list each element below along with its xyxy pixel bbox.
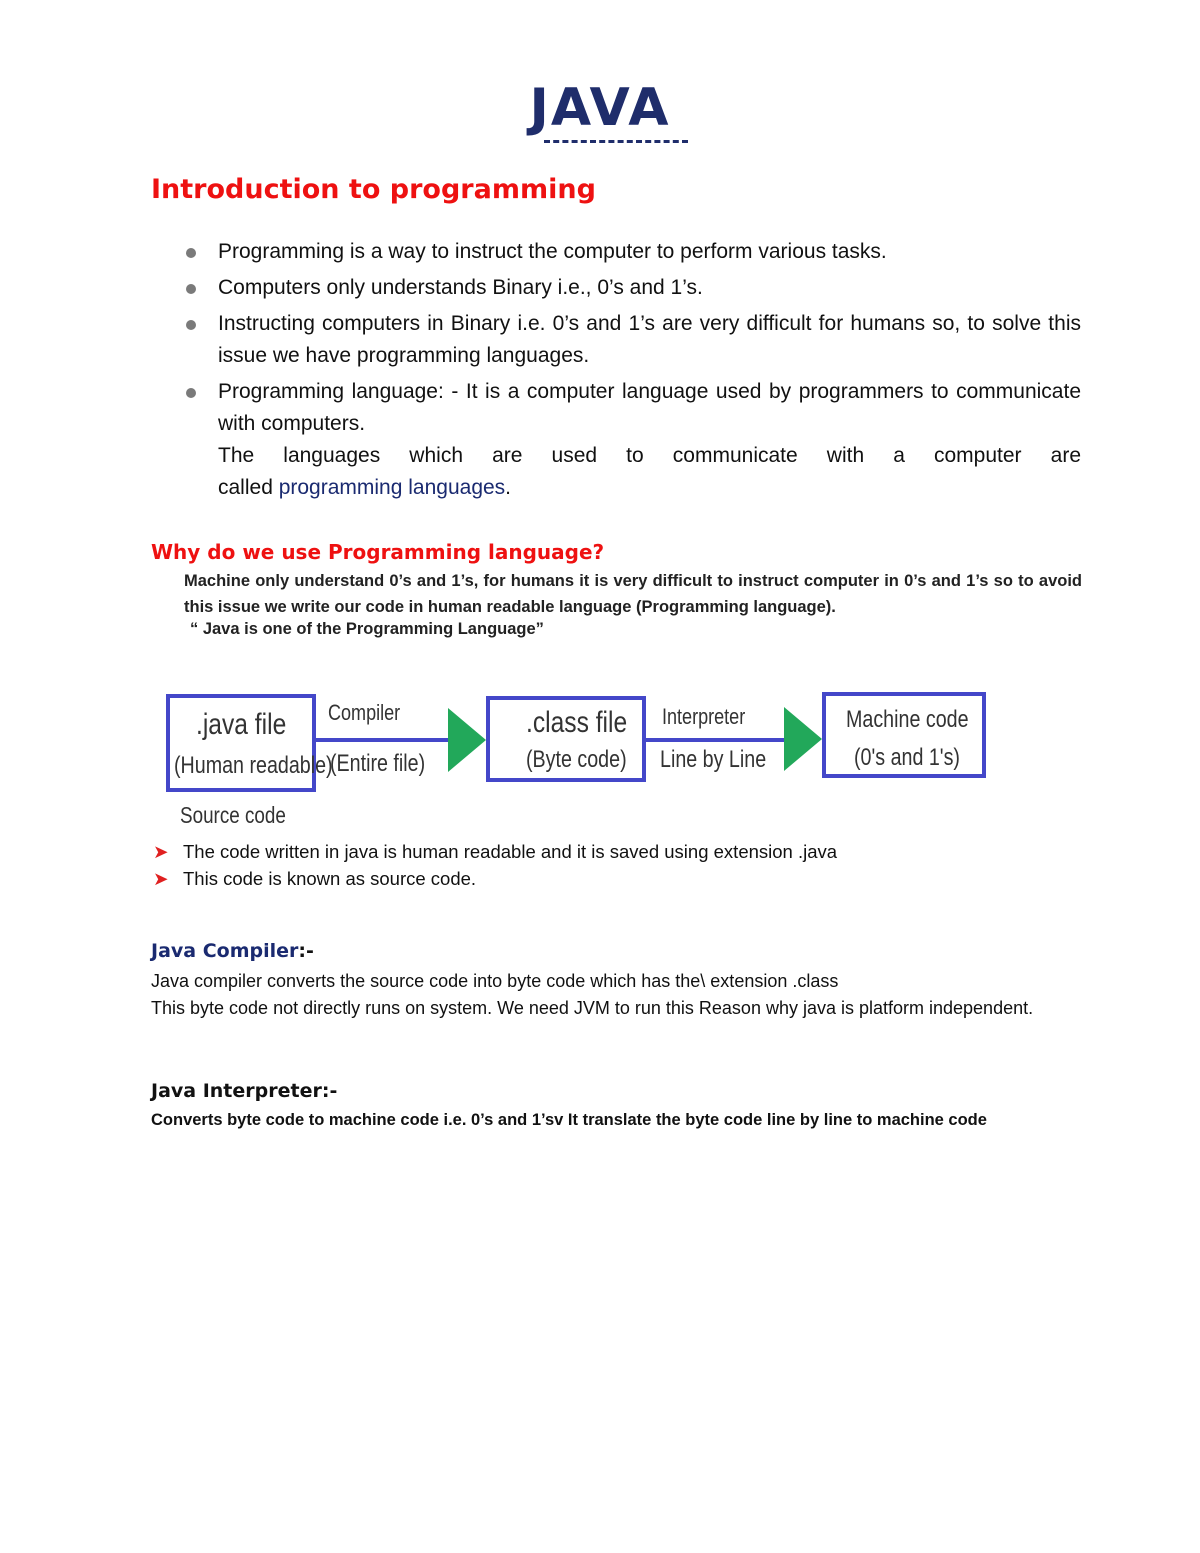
class-file-title: .class file [526,706,628,739]
arrow-bullet-icon: ➤ [153,868,169,889]
bullet-icon [186,388,196,398]
bullet-icon [186,284,196,294]
compiler-arrow-line [316,738,456,742]
arrow-bullet-icon: ➤ [153,841,169,862]
list-item [151,838,837,865]
page-title: JAVA [529,78,671,138]
bullet-icon [186,248,196,258]
compiler-heading [151,940,314,962]
highlight-term: programming languages [278,476,506,499]
why-quote: “ Java is one of the Programming Language” [190,620,544,638]
bullet-extra [218,440,1081,472]
bullet-icon [186,320,196,330]
machine-code-subtitle: (0's and 1's) [854,744,960,771]
list-item [151,865,837,892]
java-file-title: .java file [196,708,287,741]
interpreter-text: Converts byte code to machine code i.e. 0’s and 1’sv It translate the byte code line by line to machine code [151,1111,987,1129]
list-item [151,308,1081,372]
note-text: The code written in java is human readable and it is saved using extension .java [183,841,838,862]
compiler-heading-text: Java Compiler [151,940,299,962]
title-underline [544,140,688,143]
intro-bullet-list [151,236,1081,508]
compiler-label: Compiler [328,700,401,725]
list-item [151,376,1081,504]
interpreter-arrow-line [646,738,786,742]
bullet-text: Computers only understands Binary i.e., 0’s and 1’s. [218,276,703,299]
why-heading: Why do we use Programming language? [151,540,605,564]
bullet-text: Programming is a way to instruct the computer to perform various tasks. [218,240,887,263]
source-code-caption: Source code [180,802,286,828]
interpreter-sublabel: Line by Line [660,746,767,773]
interpreter-label: Interpreter [662,704,746,729]
class-file-subtitle: (Byte code) [526,746,627,773]
list-item [151,272,1081,304]
bullet-extra-end: called programming languages. [218,476,512,499]
bullet-text: Programming language: - It is a computer language used by programmers to communicate with computers. [218,380,1081,435]
compiler-line2: This byte code not directly runs on system. We need JVM to run this Reason why java is platform independent. [151,998,1034,1018]
compiler-line1: Java compiler converts the source code into byte code which has the\ extension .class [151,971,839,991]
compiler-sublabel: (Entire file) [330,750,426,777]
interpreter-heading: Java Interpreter:- [151,1080,338,1102]
source-notes-list [151,838,837,892]
note-text: This code is known as source code. [183,868,477,889]
java-file-subtitle: (Human readable) [174,752,333,779]
compiler-heading-suffix: :- [298,940,314,962]
bullet-extra-text: The languages which are used to communicate with a computer are [218,444,1081,467]
why-text: Machine only understand 0’s and 1’s, for humans it is very difficult to instruct computer in 0’s and 1’s so to avoid this issue we write our code in human readable language (Programming language). [184,572,1082,616]
machine-code-title: Machine code [846,706,969,733]
bullet-text: Instructing computers in Binary i.e. 0’s and 1’s are very difficult for humans so, to solve this issue we have programming languages. [218,312,1081,367]
list-item [151,236,1081,268]
compiler-arrow-icon [448,708,488,772]
intro-heading: Introduction to programming [151,174,596,205]
interpreter-arrow-icon [784,707,824,771]
